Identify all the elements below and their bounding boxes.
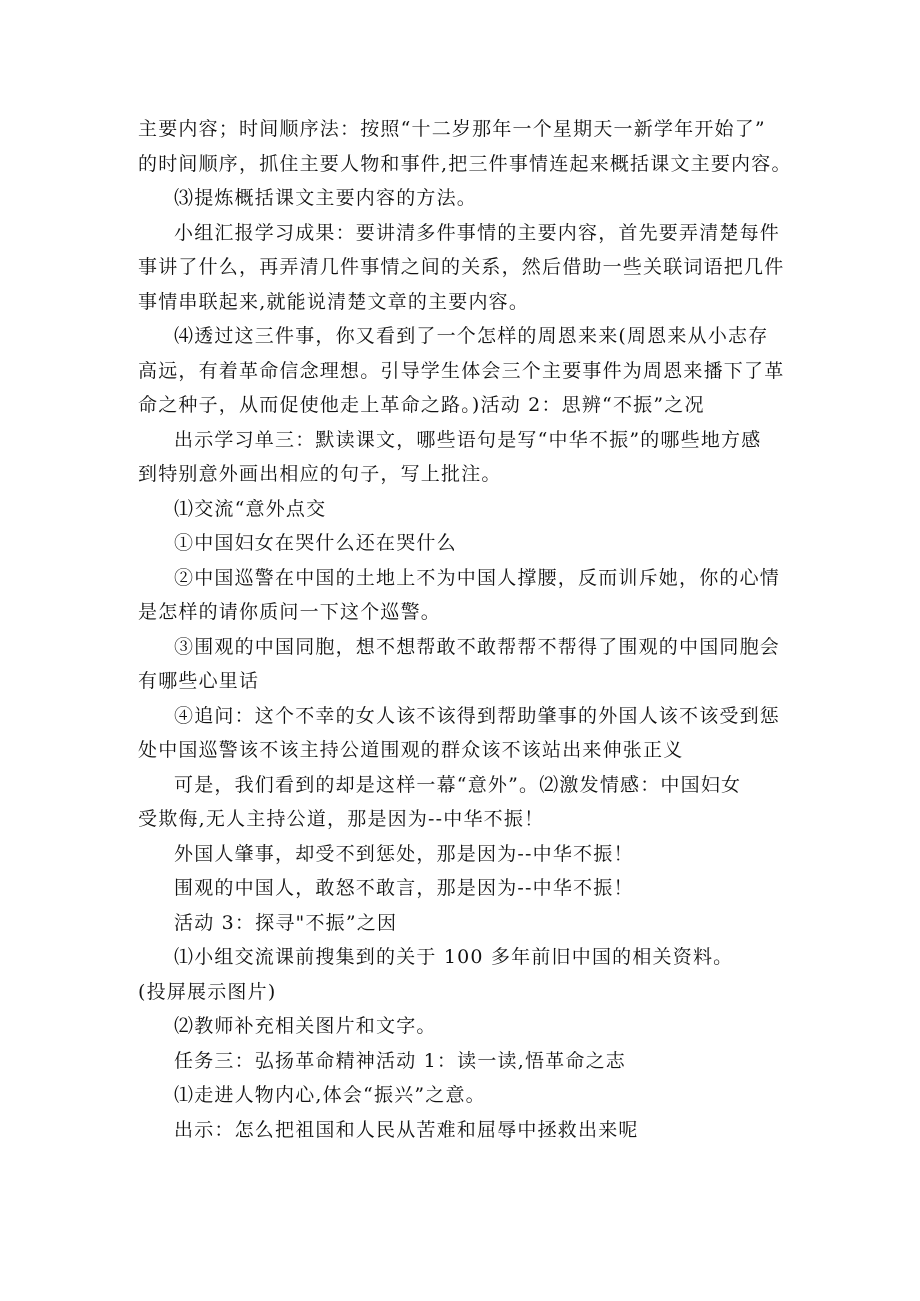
text-line: 到特别意外画出相应的句子，写上批注。 [138, 463, 502, 485]
text-line: ③围观的中国同胞，想不想帮敢不敢帮帮不帮得了围观的中国同胞会 [174, 635, 781, 658]
text-line: 有哪些心里话 [138, 670, 260, 692]
text-line: 外国人肇事，却受不到惩处，那是因为--中华不振！ [174, 842, 634, 865]
text-line: 出示：怎么把祖国和人民从苦难和屈辱中拯救出来呢 [174, 1118, 639, 1141]
text-line: 高远，有着革命信念理想。引导学生体会三个主要事件为周恩来播下了革 [138, 359, 785, 382]
text-line: 出示学习单三：默读课文，哪些语句是写“中华不振”的哪些地方感 [174, 428, 762, 451]
text-line: ①中国妇女在哭什么还在哭什么 [174, 532, 457, 554]
text-line: ⑴小组交流课前搜集到的关于 100 多年前旧中国的相关资料。 [174, 946, 734, 968]
text-line: 处中国巡警该不该主持公道围观的群众该不该站出来伸张正义 [138, 739, 684, 761]
text-line: 事情串联起来,就能说清楚文章的主要内容。 [138, 290, 530, 313]
text-line: ⑵教师补充相关图片和文字。 [174, 1015, 437, 1037]
text-line: (投屏展示图片) [138, 980, 277, 1003]
text-line: ⑷透过这三件事，你又看到了一个怎样的周恩来来(周恩来从小志存 [174, 325, 769, 347]
text-line: 活动 3：探寻"不振”之因 [174, 911, 398, 934]
text-line: 可是，我们看到的却是这样一幕“意外”。⑵激发情感：中国妇女 [174, 773, 742, 796]
text-line: 主要内容；时间顺序法：按照“十二岁那年一个星期天一新学年开始了” [138, 118, 766, 140]
text-line: ②中国巡警在中国的土地上不为中国人撑腰，反而训斥她，你的心情 [174, 566, 781, 589]
text-line: 是怎样的请你质问一下这个巡警。 [138, 601, 442, 623]
text-line: 围观的中国人，敢怒不敢言，那是因为--中华不振！ [174, 877, 634, 899]
text-line: ⑴走进人物内心,体会“振兴”之意。 [174, 1084, 486, 1106]
text-line: 任务三：弘扬革命精神活动 1：读一读,悟革命之志 [174, 1049, 626, 1072]
text-line: 小组汇报学习成果：要讲清多件事情的主要内容，首先要弄清楚每件 [174, 221, 781, 244]
text-line: ⑴交流“意外点交 [174, 497, 327, 520]
text-line: 的时间顺序，抓住主要人物和事件,把三件事情连起来概括课文主要内容。 [138, 152, 792, 175]
text-line: 命之种子，从而促使他走上革命之路。)活动 2：思辨“不振”之况 [138, 394, 705, 416]
text-line: 受欺侮,无人主持公道，那是因为--中华不振！ [138, 808, 545, 830]
text-line: 事讲了什么，再弄清几件事情之间的关系，然后借助一些关联词语把几件 [138, 256, 785, 278]
document-body [138, 112, 792, 1147]
text-line: ⑶提炼概括课文主要内容的方法。 [174, 187, 478, 209]
text-line: ④追问：这个不幸的女人该不该得到帮助肇事的外国人该不该受到惩 [174, 704, 781, 727]
